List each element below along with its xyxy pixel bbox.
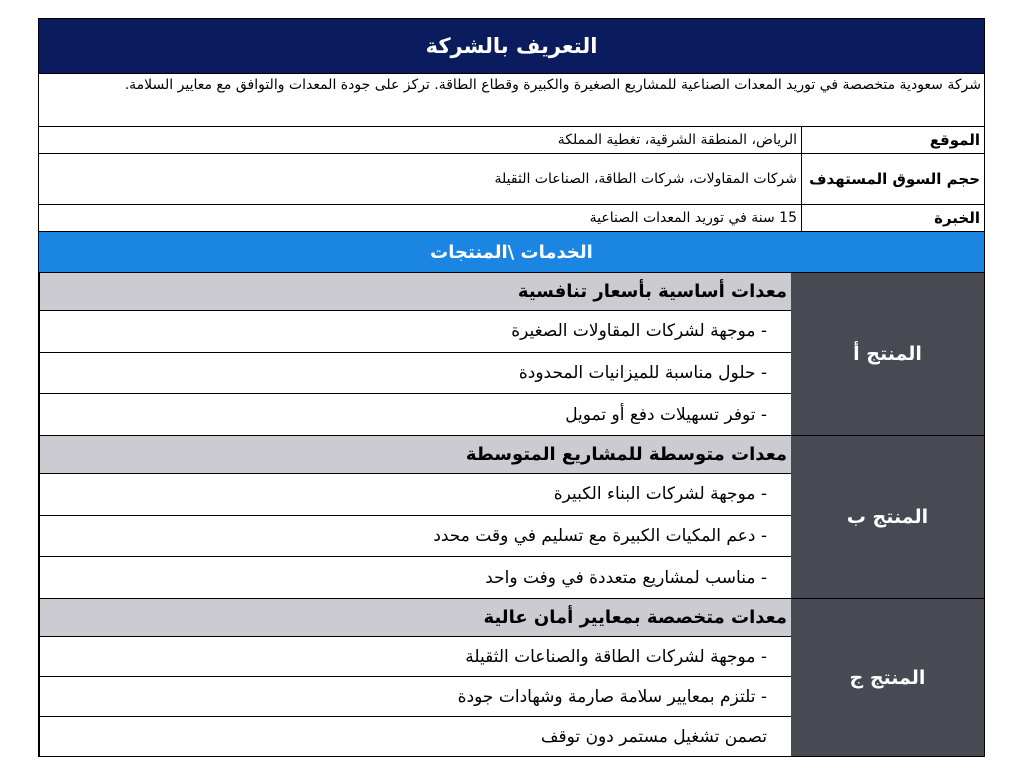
info-value: الرياض، المنطقة الشرقية، تغطية المملكة <box>557 132 797 148</box>
info-label: الموقع <box>801 127 984 153</box>
product-details <box>39 599 791 756</box>
info-value: 15 سنة في توريد المعدات الصناعية <box>589 210 797 226</box>
product-heading: معدات متخصصة بمعايير أمان عالية <box>40 599 791 637</box>
info-label: الخبرة <box>801 205 984 231</box>
product-feature: - مناسب لمشاريع متعددة في وفت واحد <box>485 567 767 588</box>
product-details <box>39 273 791 435</box>
product-b-block <box>39 436 984 599</box>
product-heading: معدات متوسطة للمشاريع المتوسطة <box>40 436 791 474</box>
product-label: المنتج أ <box>791 273 984 435</box>
product-heading: معدات أساسية بأسعار تنافسية <box>40 273 791 311</box>
product-feature: - موجهة لشركات البناء الكبيرة <box>40 474 791 516</box>
product-feature: - دعم المكيات الكبيرة مع تسليم في وقت محدد <box>40 516 791 558</box>
product-feature: - موجهة لشركات الطاقة والصناعات الثقيلة <box>40 637 791 677</box>
product-details <box>39 436 791 598</box>
services-header: الخدمات \المنتجات <box>39 232 984 273</box>
info-value: شركات المقاولات، شركات الطاقة، الصناعات الثقيلة <box>494 171 797 187</box>
info-label: حجم السوق المستهدف <box>801 154 984 204</box>
product-feature: - تلتزم بمعايير سلامة صارمة وشهادات جودة <box>40 677 791 717</box>
product-feature: - توفر تسهيلات دفع أو تمويل <box>565 404 767 425</box>
info-row-target-market <box>39 154 984 205</box>
product-feature: - حلول مناسبة للميزانيات المحدودة <box>40 353 791 395</box>
product-feature: تصمن تشغيل مستمر دون توقف <box>540 726 767 747</box>
info-row-experience <box>39 205 984 232</box>
product-feature: - موجهة لشركات المقاولات الصغيرة <box>40 311 791 353</box>
company-description: شركة سعودية متخصصة في توريد المعدات الصناعية للمشاريع الصغيرة والكبيرة وقطاع الطاقة. تركز على جودة المعدات والتوافق مع معايير السلامة. <box>39 74 984 127</box>
product-c-block <box>39 599 984 756</box>
company-profile-table <box>38 18 985 757</box>
product-a-block <box>39 273 984 436</box>
product-label: المنتج ب <box>791 436 984 598</box>
table-title: التعريف بالشركة <box>39 19 984 74</box>
product-label: المنتج ج <box>791 599 984 756</box>
info-row-location <box>39 127 984 154</box>
